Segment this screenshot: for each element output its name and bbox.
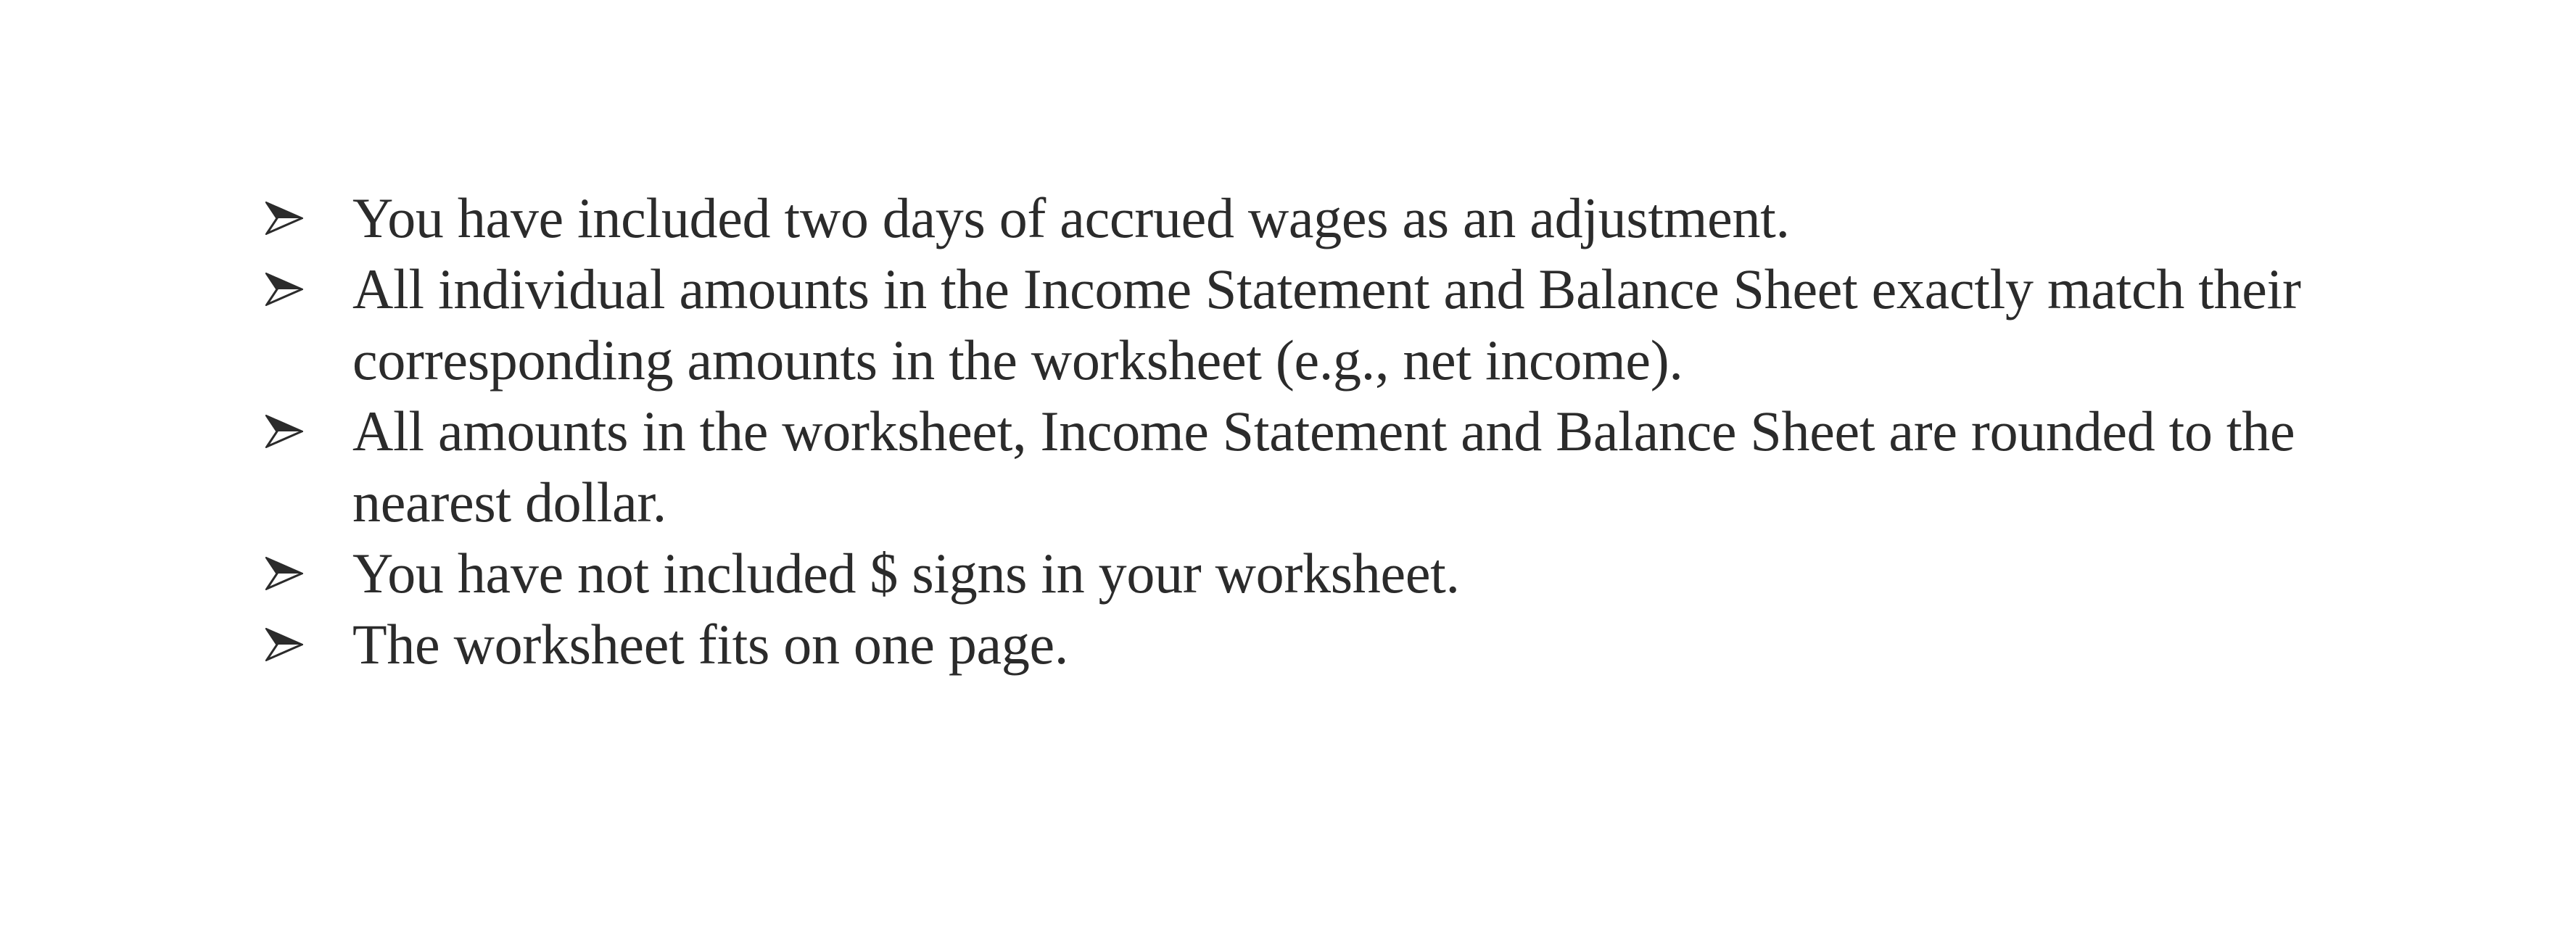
checklist-item-text: You have included two days of accrued wages as an adjustment. — [352, 186, 1790, 249]
checklist-item-text: All individual amounts in the Income Statement and Balance Sheet exactly match their corresponding amounts in the worksheet (e.g., net income). — [352, 257, 2301, 392]
checklist-item-text: The worksheet fits on one page. — [352, 613, 1069, 676]
checklist-item — [265, 183, 2441, 254]
arrowhead-bullet-icon — [265, 557, 303, 590]
arrowhead-bullet-icon — [265, 273, 303, 306]
checklist — [265, 183, 2441, 680]
checklist-item — [265, 396, 2441, 538]
checklist-item-text: You have not included $ signs in your worksheet. — [352, 542, 1460, 605]
arrowhead-bullet-icon — [265, 202, 303, 235]
checklist-item — [265, 609, 2441, 680]
checklist-item-text: All amounts in the worksheet, Income Statement and Balance Sheet are rounded to the nearest dollar. — [352, 400, 2295, 534]
arrowhead-bullet-icon — [265, 628, 303, 661]
checklist-item — [265, 254, 2441, 396]
checklist-item — [265, 538, 2441, 609]
arrowhead-bullet-icon — [265, 415, 303, 448]
